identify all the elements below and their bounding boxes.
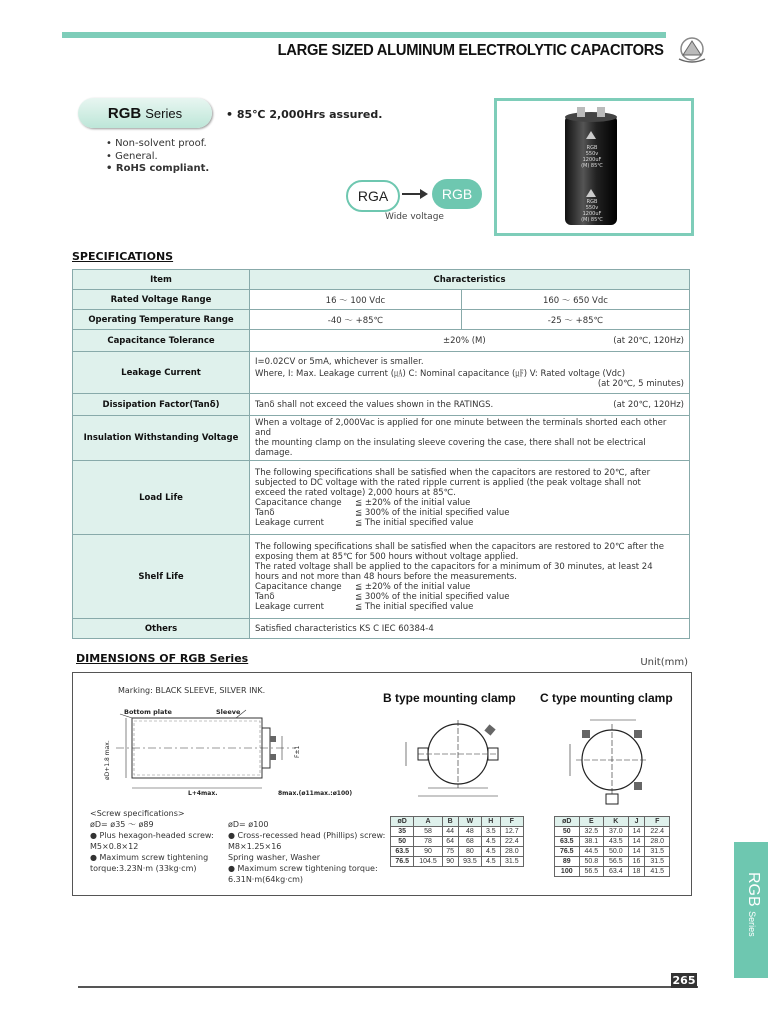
flow-caption: Wide voltage xyxy=(385,212,444,222)
feature-item: • General. xyxy=(106,150,158,162)
length-label: L+4max. xyxy=(188,790,218,797)
sleeve-label: Sleeve xyxy=(216,708,241,716)
table-row: 50 32.5 37.0 14 22.4 xyxy=(555,827,670,837)
table-row: 63.5 38.1 43.5 14 28.0 xyxy=(555,837,670,847)
screw-spec-b: <Screw specifications> øD= ø35 ～ ø89 ● Plus hexagon-headed screw: M5×0.8×12 ● Maximum screw tightening torque:3.23N·m (33kg·cm) xyxy=(90,809,214,873)
dimensions-heading: DIMENSIONS OF RGB Series xyxy=(76,652,249,665)
table-row: 63.5 90 75 80 4.5 28.0 xyxy=(391,847,524,857)
table-row: Operating Temperature Range -40 ～ +85℃ -25 ～ +85℃ xyxy=(73,310,690,330)
screw-spec-c: øD= ø100 ● Cross-recessed head (Phillips) screw: M8×1.25×16 Spring washer, Washer ● Maximum screw tightening torque: 6.31N·m(64kg·cm) xyxy=(228,820,386,884)
table-row: Others Satisfied characteristics KS C IEC 60384-4 xyxy=(73,619,690,639)
side-tab-subtitle: Series xyxy=(747,911,757,937)
header-accent-bar xyxy=(62,32,666,38)
length-note: 8max.(ø11max.:ø100) xyxy=(278,790,353,797)
table-row: Shelf Life The following specifications shall be satisfied when the capacitors are restored to 20℃ after the exposing them at 85℃ for 500 hours without voltage applied. The rated voltage shall be applied to the capacitors for a minimum of 30 minutes, at least 24 hours and not more than 48 hours before the measurements. Capacitance change ≦ ±20% of the initial value Tanδ ≦ 300% of the initial specified value Leakage current ≦ The initial specified value xyxy=(73,535,690,619)
table-row: 76.5 44.5 50.0 14 31.5 xyxy=(555,847,670,857)
page-number: 265 xyxy=(672,974,696,987)
footer-rule xyxy=(78,986,698,988)
capacitor-side-view-drawing xyxy=(96,706,366,802)
table-header-row xyxy=(73,270,690,290)
feature-item: • RoHS compliant. xyxy=(106,163,210,174)
samyoung-logo-icon xyxy=(675,35,709,65)
table-row: Dissipation Factor(Tanδ) Tanδ shall not exceed the values shown in the RATINGS. (at 20℃, 120Hz) xyxy=(73,394,690,416)
page-title: LARGE SIZED ALUMINUM ELECTROLYTIC CAPACITORS xyxy=(277,42,664,59)
c-clamp-drawing xyxy=(560,712,670,812)
capacitor-label-1: RGB 550v 1200uF (M) 85℃ xyxy=(581,145,603,169)
table-row: Insulation Withstanding Voltage When a voltage of 2,000Vac is applied for one minute between the terminals shorted each other and the mounting clamp on the insulating sleeve covering the case, there shall not be electrical damage. xyxy=(73,416,690,461)
table-row: Load Life The following specifications shall be satisfied when the capacitors are restored to 20℃, after subjected to DC voltage with the rated ripple current is applied (the peak voltage shall not exceed the rated voltage) 2,000 hours at 85℃. Capacitance change ≦ ±20% of the initial value Tanδ ≦ 300% of the initial specified value Leakage current ≦ The initial specified value xyxy=(73,461,690,535)
product-photo xyxy=(494,98,694,236)
specifications-heading: SPECIFICATIONS xyxy=(72,250,174,263)
b-clamp-title: B type mounting clamp xyxy=(383,691,516,705)
table-row: 35 58 44 48 3.5 12.7 xyxy=(391,827,524,837)
capacitor-label-2: RGB 550v 1200uF (M) 85℃ xyxy=(581,199,603,223)
specifications-table xyxy=(72,269,690,639)
c-clamp-title: C type mounting clamp xyxy=(540,691,673,705)
f-dimension-label: F±1 xyxy=(294,745,301,758)
series-tagline: • 85℃ 2,000Hrs assured. xyxy=(226,108,383,121)
side-tab-title: RGB xyxy=(745,872,762,907)
table-header-row: øD A B W H F xyxy=(391,817,524,827)
arrow-right-icon xyxy=(400,186,430,202)
table-row: 50 78 64 68 4.5 22.4 xyxy=(391,837,524,847)
b-clamp-table xyxy=(390,816,524,867)
side-tab xyxy=(734,842,768,978)
unit-label: Unit(mm) xyxy=(640,657,688,668)
b-clamp-drawing xyxy=(392,712,524,804)
diameter-label: øD+1.8 max. xyxy=(104,740,111,780)
table-row: Rated Voltage Range 16 ～ 100 Vdc 160 ～ 650 Vdc xyxy=(73,290,690,310)
series-suffix: Series xyxy=(145,105,183,121)
table-row: Capacitance Tolerance ±20% (M) (at 20℃, 120Hz) xyxy=(73,330,690,352)
table-row: 76.5 104.5 90 93.5 4.5 31.5 xyxy=(391,857,524,867)
series-badge xyxy=(78,98,212,128)
bottom-plate-label: Bottom plate xyxy=(124,708,172,716)
flow-to-badge: RGB xyxy=(432,179,482,209)
header-characteristics: Characteristics xyxy=(250,270,690,290)
table-row: 100 56.5 63.4 18 41.5 xyxy=(555,867,670,877)
table-row: 89 50.8 56.5 16 31.5 xyxy=(555,857,670,867)
flow-from-badge: RGA xyxy=(346,180,400,212)
header-item: Item xyxy=(73,270,250,290)
series-name: RGB xyxy=(107,104,142,122)
marking-note: Marking: BLACK SLEEVE, SILVER INK. xyxy=(118,686,266,695)
c-clamp-table xyxy=(554,816,670,877)
table-header-row: øD E K J F xyxy=(555,817,670,827)
table-row: Leakage Current I=0.02CV or 5mA, whichever is smaller. Where, I: Max. Leakage current (㎂) C: Nominal capacitance (㎌) V: Rated voltage (Vdc) (at 20℃, 5 minutes) xyxy=(73,352,690,394)
feature-item: • Non-solvent proof. xyxy=(106,138,207,149)
feature-list xyxy=(106,138,209,176)
